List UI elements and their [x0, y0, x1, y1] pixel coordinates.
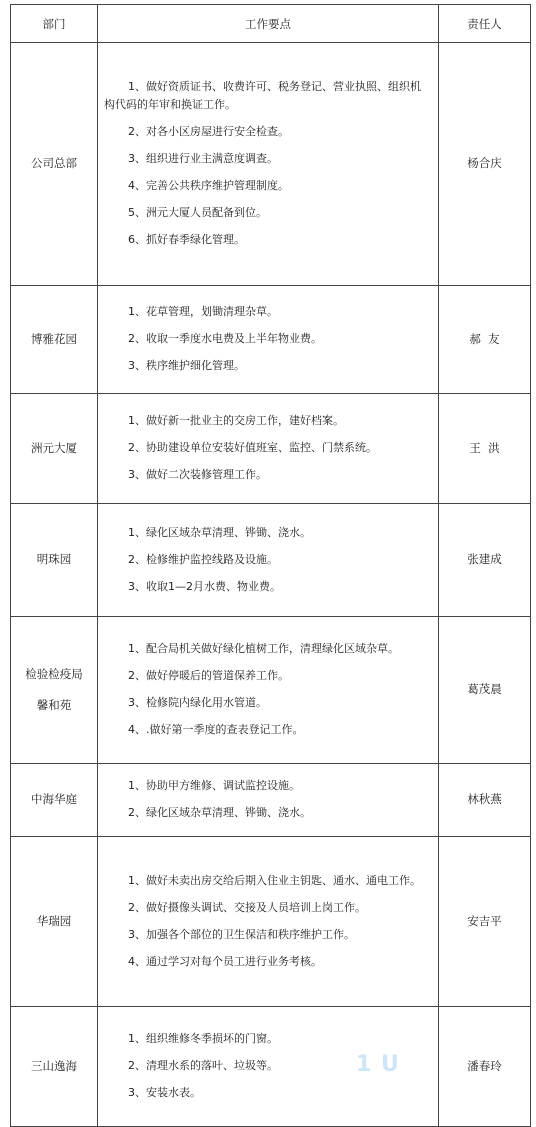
- tasks-cell: [98, 394, 439, 504]
- header-row: [11, 5, 531, 43]
- owner-cell: 葛茂晨: [439, 617, 531, 764]
- tasks-cell: [98, 286, 439, 394]
- table-row: [11, 43, 531, 286]
- task-item: 5、洲元大厦人员配备到位。: [128, 206, 267, 219]
- owner-cell: 王 洪: [439, 394, 531, 504]
- task-item: 1、做好未卖出房交给后期入住业主钥匙、通水、通电工作。: [128, 873, 421, 887]
- department-cell: 三山逸海: [11, 1007, 98, 1127]
- owner-cell: 郝 友: [439, 286, 531, 394]
- task-item: 2、协助建设单位安装好值班室、监控、门禁系统。: [128, 441, 377, 454]
- department-line: 检验检疫局: [25, 666, 83, 681]
- task-item: 1、配合局机关做好绿化植树工作，清理绿化区域杂草。: [128, 642, 399, 655]
- task-item: 1、绿化区域杂草清理、铧锄、浇水。: [128, 525, 311, 539]
- task-item: 2、做好摄像头调试、交接及人员培训上岗工作。: [128, 900, 366, 914]
- task-item: 3、安装水表。: [128, 1086, 201, 1099]
- table-row: [11, 504, 531, 617]
- table-row: [11, 764, 531, 837]
- task-item: 4、通过学习对每个员工进行业务考核。: [128, 954, 322, 968]
- table-row: [11, 394, 531, 504]
- task-item: 1、做好新一批业主的交房工作，建好档案。: [128, 414, 344, 427]
- task-item: 1、做好资质证书、收费许可、税务登记、营业执照、组织机构代码的年审和换证工作。: [104, 80, 421, 111]
- department-cell: 公司总部: [11, 43, 98, 286]
- task-item: 2、清理水系的落叶、垃圾等。: [128, 1059, 278, 1072]
- department-cell: 洲元大厦: [11, 394, 98, 504]
- task-item: 2、做好停暖后的管道保养工作。: [128, 669, 289, 682]
- owner-cell: 安吉平: [439, 837, 531, 1007]
- owner-cell: 潘春玲: [439, 1007, 531, 1127]
- task-item: 4、.做好第一季度的查表登记工作。: [128, 723, 304, 736]
- task-item: 2、检修维护监控线路及设施。: [128, 552, 278, 566]
- watermark-logo: 1 U: [356, 1052, 400, 1077]
- task-item: 3、组织进行业主满意度调查。: [128, 152, 278, 165]
- task-item: 3、加强各个部位的卫生保洁和秩序维护工作。: [128, 927, 355, 941]
- tasks-cell: [98, 43, 439, 286]
- task-item: 2、收取一季度水电费及上半年物业费。: [128, 332, 322, 345]
- task-item: 6、抓好春季绿化管理。: [128, 233, 245, 246]
- header-tasks: 工作要点: [98, 5, 439, 43]
- task-item: 2、对各小区房屋进行安全检查。: [128, 125, 289, 138]
- work-plan-table: [10, 4, 531, 1127]
- department-cell: 中海华庭: [11, 764, 98, 837]
- header-dept: 部门: [11, 5, 98, 43]
- table-row: [11, 617, 531, 764]
- task-item: 2、绿化区域杂草清理、铧锄、浇水。: [128, 806, 311, 819]
- tasks-cell: [98, 764, 439, 837]
- department-cell: 明珠园: [11, 504, 98, 617]
- tasks-cell: [98, 617, 439, 764]
- task-item: 3、收取1—2月水费、物业费。: [128, 579, 281, 593]
- owner-cell: 张建成: [439, 504, 531, 617]
- department-cell: 华瑞园: [11, 837, 98, 1007]
- task-item: 3、做好二次装修管理工作。: [128, 468, 267, 481]
- table-row: [11, 1007, 531, 1127]
- task-item: 3、检修院内绿化用水管道。: [128, 696, 267, 709]
- tasks-cell: [98, 837, 439, 1007]
- task-item: 1、协助甲方维修、调试监控设施。: [128, 779, 300, 792]
- owner-cell: 林秋燕: [439, 764, 531, 837]
- table-row: [11, 837, 531, 1007]
- owner-cell: 杨合庆: [439, 43, 531, 286]
- table-row: [11, 286, 531, 394]
- tasks-cell: [98, 504, 439, 617]
- department-cell: [11, 617, 98, 764]
- department-cell: 博雅花园: [11, 286, 98, 394]
- task-item: 1、花草管理，划锄清理杂草。: [128, 305, 278, 318]
- task-item: 4、完善公共秩序维护管理制度。: [128, 179, 289, 192]
- task-item: 3、秩序维护细化管理。: [128, 359, 245, 372]
- department-line: 馨和苑: [36, 698, 72, 712]
- header-owner: 责任人: [439, 5, 531, 43]
- task-item: 1、组织维修冬季损坏的门窗。: [128, 1032, 278, 1045]
